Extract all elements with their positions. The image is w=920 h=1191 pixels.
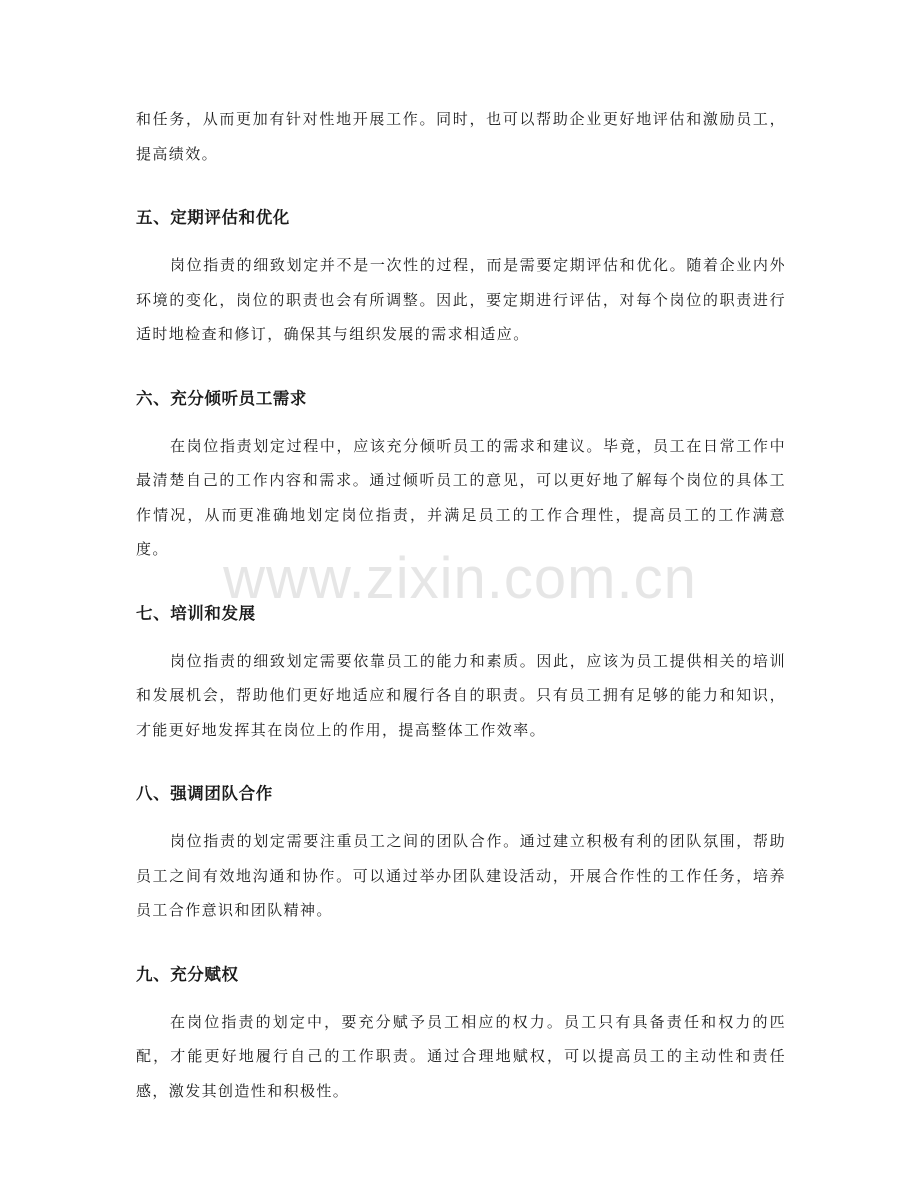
document-page xyxy=(136,102,786,1108)
section-body-9: 在岗位指责的划定中，要充分赋予员工相应的权力。员工只有具备责任和权力的匹配，才能更好地履行自己的工作职责。通过合理地赋权，可以提高员工的主动性和责任感，激发其创造性和积极性。 xyxy=(136,1012,786,1100)
section-body-6: 在岗位指责划定过程中，应该充分倾听员工的需求和建议。毕竟，员工在日常工作中最清楚自己的工作内容和需求。通过倾听员工的意见，可以更好地了解每个岗位的具体工作情况，从而更准确地划定岗位指责，并满足员工的工作合理性，提高员工的工作满意度。 xyxy=(136,436,786,558)
section-body-7: 岗位指责的细致划定需要依靠员工的能力和素质。因此，应该为员工提供相关的培训和发展机会，帮助他们更好地适应和履行各自的职责。只有员工拥有足够的能力和知识，才能更好地发挥其在岗位上的作用，提高整体工作效率。 xyxy=(136,651,786,739)
section-body-5: 岗位指责的细致划定并不是一次性的过程，而是需要定期评估和优化。随着企业内外环境的变化，岗位的职责也会有所调整。因此，要定期进行评估，对每个岗位的职责进行适时地检查和修订，确保其与组织发展的需求相适应。 xyxy=(136,256,786,343)
section-heading-8: 八、强调团队合作 xyxy=(136,784,273,803)
intro-paragraph: 和任务，从而更加有针对性地开展工作。同时，也可以帮助企业更好地评估和激励员工，提高绩效。 xyxy=(136,110,786,163)
watermark: www.zixin.com.cn xyxy=(223,546,697,611)
section-body-8: 岗位指责的划定需要注重员工之间的团队合作。通过建立积极有利的团队氛围，帮助员工之间有效地沟通和协作。可以通过举办团队建设活动，开展合作性的工作任务，培养员工合作意识和团队精神。 xyxy=(136,832,786,919)
section-heading-7: 七、培训和发展 xyxy=(136,603,256,623)
section-heading-6: 六、充分倾听员工需求 xyxy=(136,388,307,408)
section-heading-5: 五、定期评估和优化 xyxy=(136,208,290,227)
section-heading-9: 九、充分赋权 xyxy=(136,964,239,984)
